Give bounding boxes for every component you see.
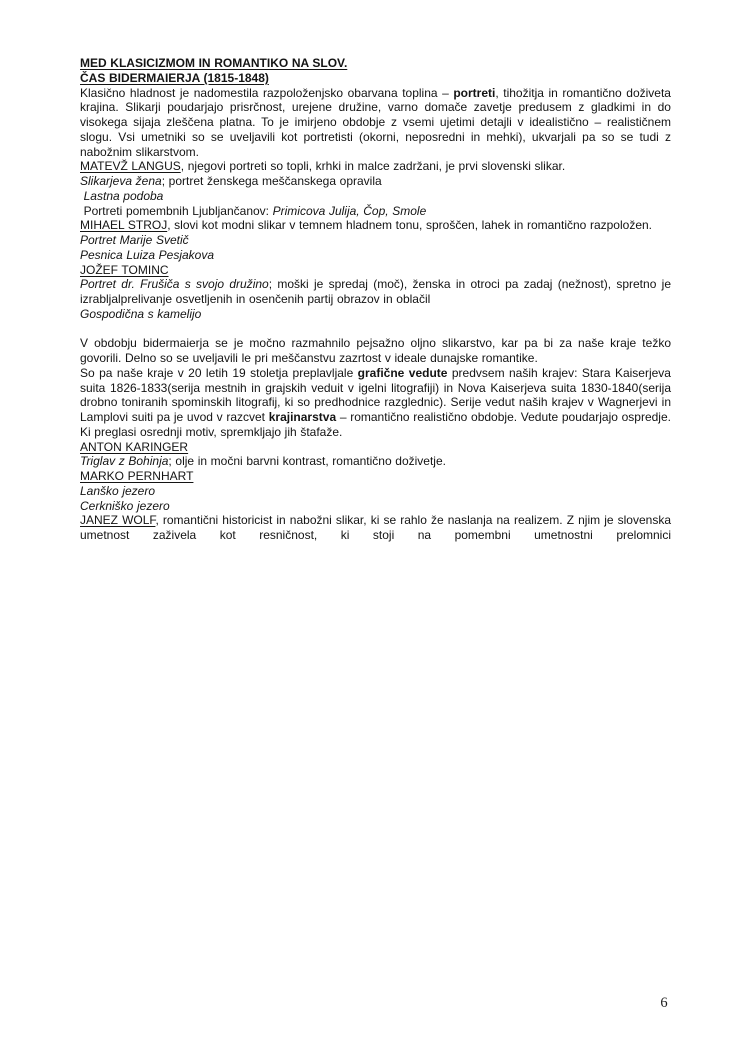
work-portret-marije-svetic: [80, 233, 671, 248]
text-run: , romantični historicist in nabožni slikar, ki se rahlo že naslanja na realizem. Z njim je slovenska umetnost zaživela kot resničnost, ki stoji na pomembni umetnostni prelomnici: [80, 513, 671, 542]
text-run: ; olje in močni barvni kontrast, romantično doživetje.: [168, 454, 446, 469]
text-run: – romantično realistično obdobje. Vedute poudarjajo ospredje. Ki preglasi osrednji motiv, spremkljajo jih štafaže.: [80, 410, 671, 439]
text-run: portreti: [453, 85, 496, 100]
artist-wolf: [80, 513, 671, 543]
heading-title: [80, 56, 671, 71]
text-run: JANEZ WOLF: [80, 513, 156, 528]
artist-langus: [80, 159, 671, 174]
work-portreti-ljubljancanov: [80, 204, 671, 219]
work-pesnica-luiza: [80, 248, 671, 263]
text-run: MATEVŽ LANGUS: [80, 159, 181, 174]
text-run: Portret Marije Svetič: [80, 233, 189, 247]
heading-period: [80, 71, 671, 86]
text-run: , tihožitja in romantično doživeta krajina. Slikarji poudarjajo prisrčnost, urejene družine, varno domače zavetje predusem z gladkimi in do visokega sijaja zleščena platna. To je imirjeno obdobje z vsemi ujetimi detajli v idealistično – realističnem slogu. Vsi umetniki so se uveljavili kot portretisti (okorni, neposredni in mehki), ukvarjali pa so se tudi z nabožnim slikarstvom.: [80, 85, 671, 159]
text-run: So pa naše kraje v 20 letih 19 stoletja preplavljale: [80, 365, 358, 380]
text-run: ; portret ženskega meščanskega opravila: [161, 174, 382, 188]
para-graficne-vedute: [80, 366, 671, 440]
text-run: JOŽEF TOMINC: [80, 262, 169, 277]
work-triglav-z-bohinja: [80, 454, 671, 469]
text-run: Slikarjeva žena: [80, 174, 162, 188]
artist-stroj: [80, 218, 671, 233]
document-content: [80, 56, 671, 543]
work-portret-frusica: [80, 277, 671, 307]
text-run: Lanško jezero: [80, 483, 156, 498]
work-slikarjeva-zena: [80, 174, 671, 189]
artist-tominc: [80, 263, 671, 278]
text-run: , njegovi portreti so topli, krhki in malce zadržani, je prvi slovenski slikar.: [180, 159, 566, 174]
para-pejsazno-slikarstvo: [80, 336, 671, 366]
text-run: Cerkniško jezero: [80, 498, 170, 513]
para-intro: [80, 86, 671, 160]
work-gospodicna-s-kamelijo: [80, 307, 671, 322]
text-run: Klasično hladnost je nadomestila razpoloženjsko obarvana toplina –: [80, 85, 454, 100]
text-run: MED KLASICIZMOM IN ROMANTIKO NA SLOV.: [80, 56, 348, 70]
text-run: ; moški je spredaj (moč), ženska in otroci pa zadaj (nežnost), spretno je izrabljalprelivanje osvetljenih in osenčenih partij obrazov in oblačil: [80, 277, 671, 306]
text-run: Lastna podoba: [80, 188, 164, 203]
work-cerknisko-jezero: [80, 499, 671, 514]
text-run: ANTON KARINGER: [80, 439, 189, 454]
text-run: predvsem naših krajev: Stara Kaiserjeva suita 1826-1833(serija mestnih in grajskih veduit v igelni litografiji) in Nova Kaiserjeva suita 1830-1840(serija drobno toniranih spominskih litografij, ki so predhodnice razglednic). Serije vedut naših krajev v Wagnerjevi in Lamplovi suiti pa je uvod v razcvet: [80, 365, 671, 424]
text-run: Triglav z Bohinja: [80, 454, 169, 469]
text-run: Portret dr. Frušiča s svojo družino: [80, 277, 269, 292]
work-lastna-podoba: [80, 189, 671, 204]
blank-line: [80, 322, 671, 337]
artist-karinger: [80, 440, 671, 455]
text-run: Primicova Julija, Čop, Smole: [272, 203, 427, 218]
page-number: 6: [660, 995, 668, 1011]
text-run: ČAS BIDERMAIERJA (1815-1848): [80, 70, 269, 85]
text-run: grafične vedute: [357, 365, 448, 380]
text-run: krajinarstva: [268, 410, 337, 424]
work-lansko-jezero: [80, 484, 671, 499]
text-run: Portreti pomembnih Ljubljančanov:: [80, 203, 273, 218]
text-run: Pesnica Luiza Pesjakova: [80, 247, 215, 262]
text-run: V obdobju bidermaierja se je močno razmahnilo pejsažno oljno slikarstvo, kar pa bi za naše kraje težko govorili. Delno so se uveljavili le pri meščanstvu zazrtost v ideale dunajske romantike.: [80, 336, 671, 365]
text-run: , slovi kot modni slikar v temnem hladnem tonu, sproščen, lahek in romantično razpoložen.: [167, 218, 652, 233]
text-run: Gospodična s kamelijo: [80, 306, 202, 321]
text-run: MARKO PERNHART: [80, 469, 194, 483]
artist-pernhart: [80, 469, 671, 484]
text-run: MIHAEL STROJ: [80, 218, 168, 233]
